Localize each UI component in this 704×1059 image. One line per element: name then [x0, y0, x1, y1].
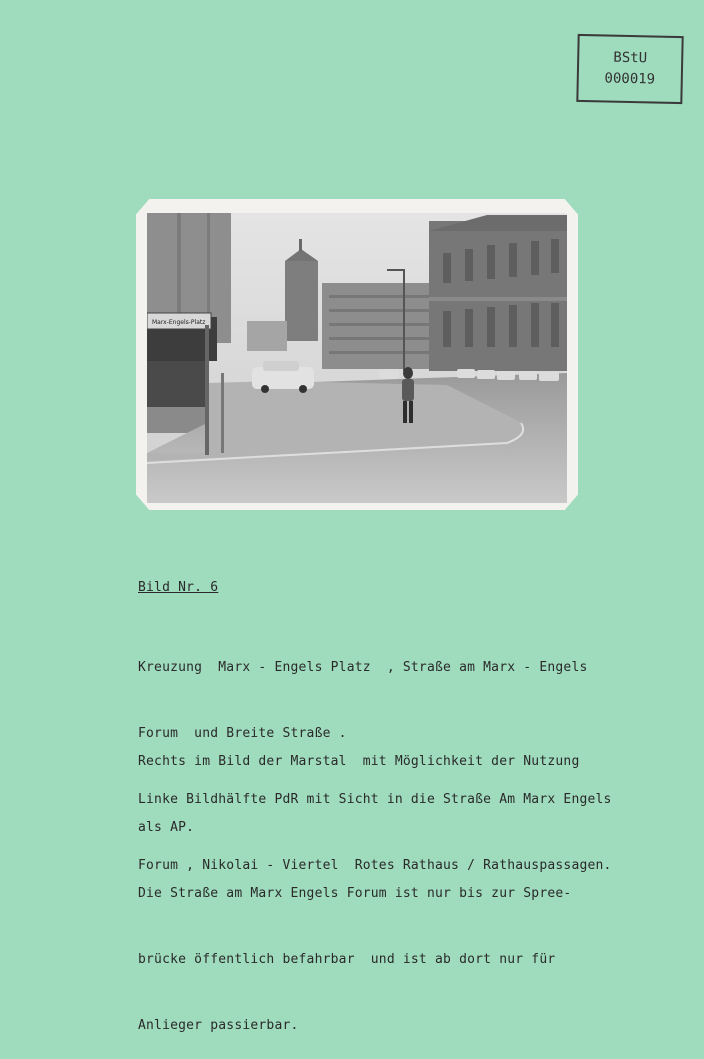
caption-line: Kreuzung Marx - Engels Platz , Straße am Marx - Engels: [138, 660, 588, 675]
caption-line: Forum und Breite Straße .: [138, 726, 347, 741]
caption-paragraph-2: [138, 707, 678, 1059]
street-sign-text: Marx-Engels-Platz: [152, 319, 206, 326]
street-photo: [147, 213, 567, 503]
caption-line: Forum , Nikolai - Viertel Rotes Rathaus / Rathauspassagen.: [138, 858, 612, 873]
caption-line: als AP.: [138, 820, 195, 835]
caption-line: Linke Bildhälfte PdR mit Sicht in die Straße Am Marx Engels: [138, 792, 612, 807]
caption-line: Rechts im Bild der Marstal mit Möglichkeit der Nutzung: [138, 754, 580, 769]
stamp-label: BStU: [613, 49, 648, 67]
caption-line: Die Straße am Marx Engels Forum ist nur bis zur Spree-: [138, 886, 572, 901]
stamp-number: 000019: [604, 70, 656, 88]
caption-title: Bild Nr. 6: [138, 580, 219, 595]
caption-line: brücke öffentlich befahrbar und ist ab dort nur für: [138, 952, 556, 967]
caption-line: Anlieger passierbar.: [138, 1018, 299, 1033]
archive-stamp: [576, 34, 683, 104]
